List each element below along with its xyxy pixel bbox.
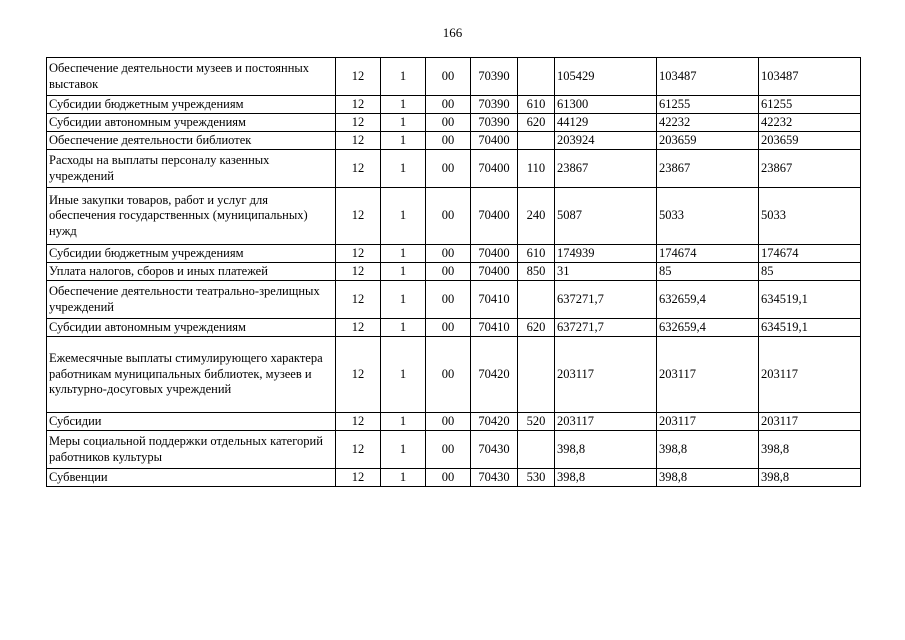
- row-subsection: 1: [381, 245, 426, 263]
- row-value-3: 634519,1: [759, 281, 861, 319]
- row-name: Субсидии автономным учреждениям: [47, 114, 336, 132]
- row-section: 12: [336, 319, 381, 337]
- row-subsection: 1: [381, 58, 426, 96]
- row-program: 00: [426, 319, 471, 337]
- row-name: Обеспечение деятельности театрально-зрелищных учреждений: [47, 281, 336, 319]
- row-section: 12: [336, 150, 381, 188]
- row-expense-type: 530: [518, 469, 555, 487]
- row-value-2: 174674: [657, 245, 759, 263]
- row-subsection: 1: [381, 188, 426, 245]
- row-expense-type: 620: [518, 114, 555, 132]
- row-value-1: 203117: [555, 337, 657, 413]
- row-subsection: 1: [381, 319, 426, 337]
- row-value-3: 103487: [759, 58, 861, 96]
- table-row: [47, 114, 861, 132]
- row-name: Обеспечение деятельности библиотек: [47, 132, 336, 150]
- row-subsection: 1: [381, 281, 426, 319]
- row-value-1: 174939: [555, 245, 657, 263]
- row-expense-type: 110: [518, 150, 555, 188]
- row-expense-type: 610: [518, 96, 555, 114]
- row-subsection: 1: [381, 263, 426, 281]
- row-subsection: 1: [381, 469, 426, 487]
- row-section: 12: [336, 58, 381, 96]
- row-value-3: 42232: [759, 114, 861, 132]
- table-row: [47, 263, 861, 281]
- row-value-3: 23867: [759, 150, 861, 188]
- row-article: 70400: [471, 188, 518, 245]
- row-name: Иные закупки товаров, работ и услуг для обеспечения государственных (муниципальных) нужд: [47, 188, 336, 245]
- row-value-2: 85: [657, 263, 759, 281]
- table-row: [47, 245, 861, 263]
- row-name: Субсидии бюджетным учреждениям: [47, 245, 336, 263]
- row-article: 70390: [471, 114, 518, 132]
- row-value-3: 85: [759, 263, 861, 281]
- row-section: 12: [336, 114, 381, 132]
- row-article: 70390: [471, 58, 518, 96]
- row-value-2: 398,8: [657, 469, 759, 487]
- row-article: 70410: [471, 281, 518, 319]
- row-value-2: 203117: [657, 413, 759, 431]
- row-name: Расходы на выплаты персоналу казенных учреждений: [47, 150, 336, 188]
- row-value-2: 42232: [657, 114, 759, 132]
- table-row: [47, 469, 861, 487]
- row-value-3: 398,8: [759, 469, 861, 487]
- table-row: [47, 150, 861, 188]
- row-article: 70430: [471, 469, 518, 487]
- table-row: [47, 319, 861, 337]
- row-section: 12: [336, 337, 381, 413]
- row-subsection: 1: [381, 337, 426, 413]
- row-article: 70410: [471, 319, 518, 337]
- row-name: Уплата налогов, сборов и иных платежей: [47, 263, 336, 281]
- row-expense-type: 520: [518, 413, 555, 431]
- row-value-2: 5033: [657, 188, 759, 245]
- row-name: Субсидии автономным учреждениям: [47, 319, 336, 337]
- row-value-1: 637271,7: [555, 319, 657, 337]
- table-row: [47, 281, 861, 319]
- row-value-3: 5033: [759, 188, 861, 245]
- row-section: 12: [336, 431, 381, 469]
- table-row: [47, 413, 861, 431]
- row-expense-type: [518, 431, 555, 469]
- row-value-1: 31: [555, 263, 657, 281]
- row-expense-type: [518, 337, 555, 413]
- row-subsection: 1: [381, 150, 426, 188]
- row-subsection: 1: [381, 413, 426, 431]
- row-value-1: 5087: [555, 188, 657, 245]
- row-program: 00: [426, 469, 471, 487]
- row-section: 12: [336, 245, 381, 263]
- row-value-2: 398,8: [657, 431, 759, 469]
- page-number: 166: [442, 25, 463, 40]
- row-expense-type: [518, 58, 555, 96]
- row-article: 70390: [471, 96, 518, 114]
- row-value-1: 23867: [555, 150, 657, 188]
- table-row: [47, 96, 861, 114]
- row-value-1: 44129: [555, 114, 657, 132]
- row-article: 70400: [471, 150, 518, 188]
- row-program: 00: [426, 431, 471, 469]
- row-value-3: 174674: [759, 245, 861, 263]
- row-value-2: 203659: [657, 132, 759, 150]
- row-name: Субсидии бюджетным учреждениям: [47, 96, 336, 114]
- table-body: [47, 58, 861, 487]
- row-value-1: 61300: [555, 96, 657, 114]
- row-article: 70420: [471, 413, 518, 431]
- row-subsection: 1: [381, 114, 426, 132]
- row-section: 12: [336, 132, 381, 150]
- row-program: 00: [426, 413, 471, 431]
- row-value-1: 203924: [555, 132, 657, 150]
- row-expense-type: 240: [518, 188, 555, 245]
- row-program: 00: [426, 114, 471, 132]
- row-program: 00: [426, 337, 471, 413]
- row-section: 12: [336, 96, 381, 114]
- row-expense-type: [518, 132, 555, 150]
- row-value-3: 634519,1: [759, 319, 861, 337]
- row-value-3: 398,8: [759, 431, 861, 469]
- row-value-1: 637271,7: [555, 281, 657, 319]
- row-expense-type: [518, 281, 555, 319]
- budget-table: [46, 57, 861, 487]
- row-value-3: 203117: [759, 413, 861, 431]
- row-expense-type: 850: [518, 263, 555, 281]
- row-name: Меры социальной поддержки отдельных категорий работников культуры: [47, 431, 336, 469]
- table-row: [47, 132, 861, 150]
- row-value-2: 632659,4: [657, 319, 759, 337]
- row-value-1: 398,8: [555, 431, 657, 469]
- row-value-1: 203117: [555, 413, 657, 431]
- row-article: 70400: [471, 245, 518, 263]
- row-value-2: 203117: [657, 337, 759, 413]
- row-section: 12: [336, 188, 381, 245]
- row-name: Обеспечение деятельности музеев и постоянных выставок: [47, 58, 336, 96]
- row-expense-type: 610: [518, 245, 555, 263]
- row-program: 00: [426, 188, 471, 245]
- row-subsection: 1: [381, 431, 426, 469]
- row-program: 00: [426, 58, 471, 96]
- table-row: [47, 337, 861, 413]
- row-subsection: 1: [381, 96, 426, 114]
- row-program: 00: [426, 150, 471, 188]
- row-name: Субвенции: [47, 469, 336, 487]
- row-section: 12: [336, 469, 381, 487]
- row-value-3: 61255: [759, 96, 861, 114]
- row-value-3: 203659: [759, 132, 861, 150]
- row-value-2: 632659,4: [657, 281, 759, 319]
- row-expense-type: 620: [518, 319, 555, 337]
- table-row: [47, 58, 861, 96]
- row-value-1: 105429: [555, 58, 657, 96]
- row-program: 00: [426, 245, 471, 263]
- row-value-2: 23867: [657, 150, 759, 188]
- row-value-3: 203117: [759, 337, 861, 413]
- row-article: 70400: [471, 132, 518, 150]
- row-section: 12: [336, 413, 381, 431]
- row-section: 12: [336, 263, 381, 281]
- row-article: 70430: [471, 431, 518, 469]
- row-value-2: 61255: [657, 96, 759, 114]
- row-name: Ежемесячные выплаты стимулирующего характера работникам муниципальных библиотек, музеев и культурно-досуговых учреждений: [47, 337, 336, 413]
- table-row: [47, 188, 861, 245]
- row-article: 70420: [471, 337, 518, 413]
- row-name: Субсидии: [47, 413, 336, 431]
- row-program: 00: [426, 132, 471, 150]
- row-program: 00: [426, 281, 471, 319]
- row-section: 12: [336, 281, 381, 319]
- row-subsection: 1: [381, 132, 426, 150]
- row-value-1: 398,8: [555, 469, 657, 487]
- row-program: 00: [426, 263, 471, 281]
- row-program: 00: [426, 96, 471, 114]
- row-value-2: 103487: [657, 58, 759, 96]
- row-article: 70400: [471, 263, 518, 281]
- table-row: [47, 431, 861, 469]
